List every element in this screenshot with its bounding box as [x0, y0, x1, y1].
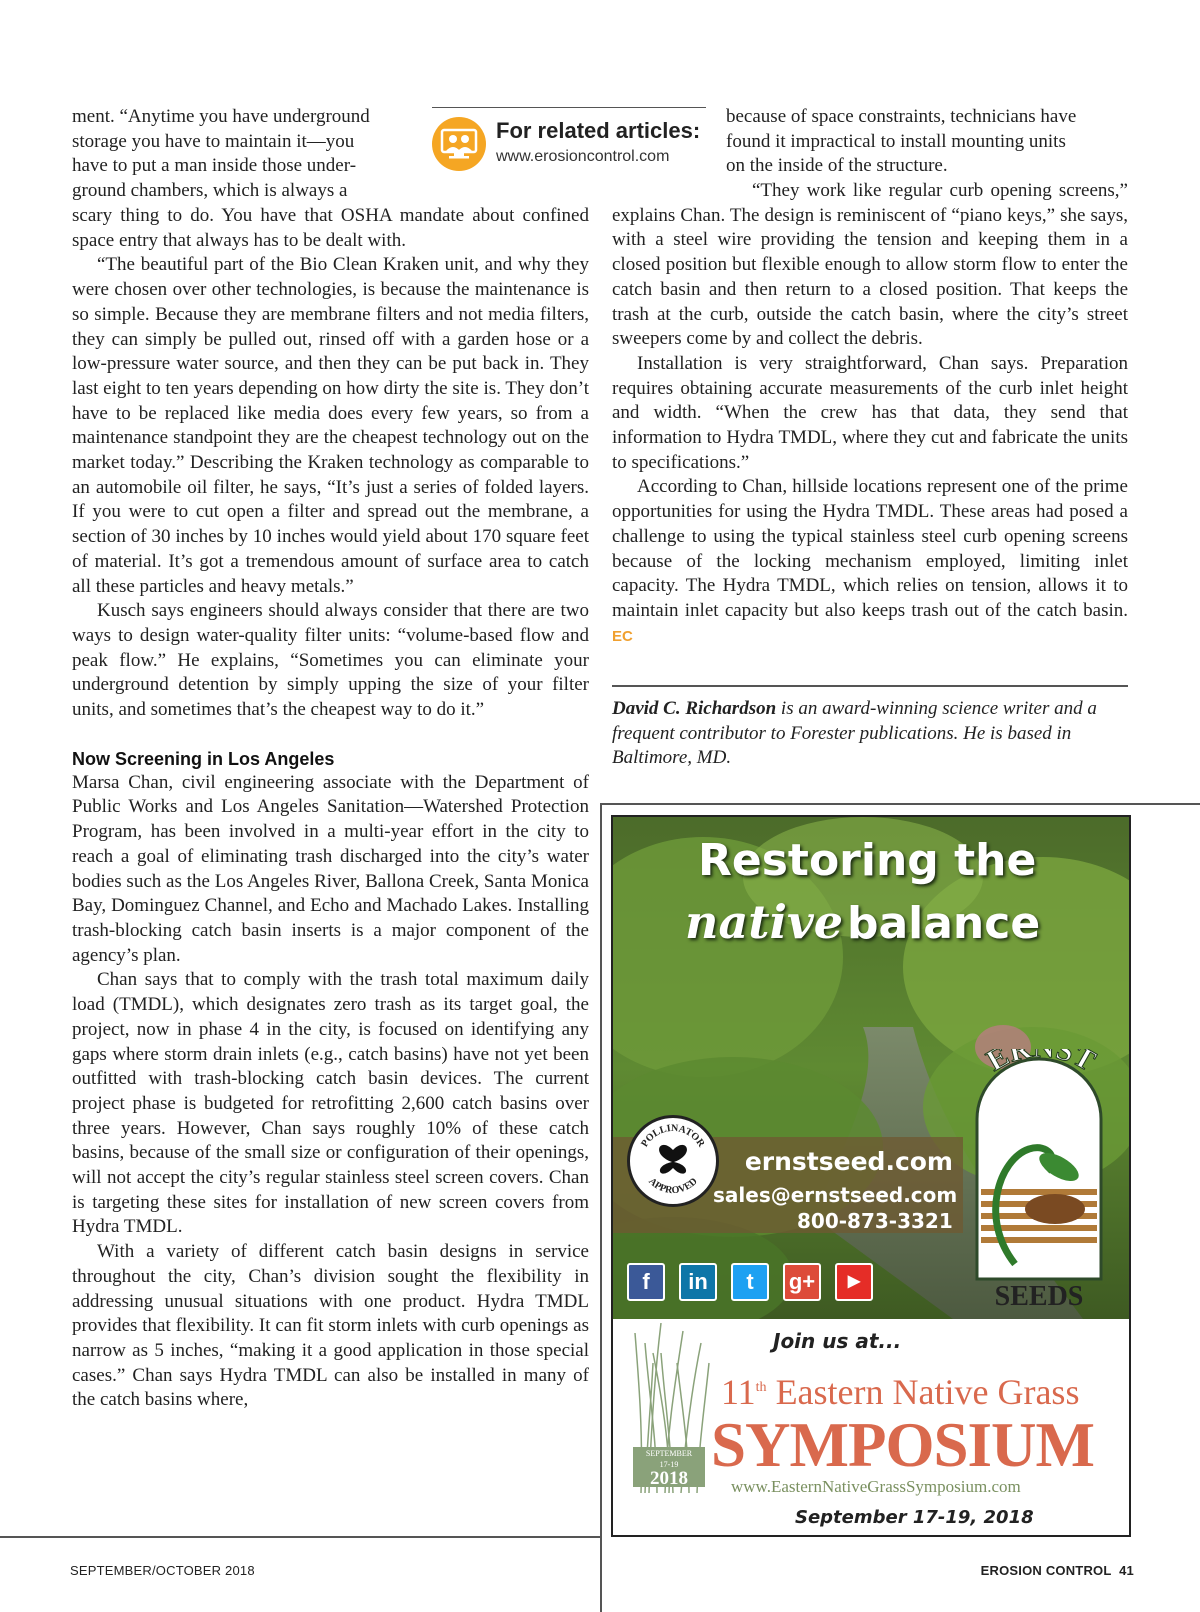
paragraph: Kusch says engineers should always consider that there are two ways to design water-quality filter units: “volume-based flow and peak flow.” He explains, “Sometimes you can eliminate your underground detention by simply upping the size of your filter units, and sometimes that’s the cheapest way to do it.”: [72, 600, 589, 721]
linkedin-icon[interactable]: in: [679, 1263, 717, 1301]
bio-divider: [612, 685, 1128, 687]
event-symposium: SYMPOSIUM: [711, 1410, 1094, 1480]
paragraph: “The beautiful part of the Bio Clean Kraken unit, and why they were chosen over other technologies, is because the maintenance is so simple. Because they are membrane filters and not media filters, they can simply be pulled out, rinsed off with a garden hose or a low-pressure water source, and then they can be put back in. They last eight to ten years depending on how dirty the site is. They don’t have to be replaced like media does every few years, so from a maintenance standpoint they are the cheapest technology out on the market today.” Describing the Kraken technology as comparable to an automobile oil filter, he says, “It’s just a series of folded layers. If you were to cut open a filter and spread out the membrane, a section of 30 inches by 10 inches would yield about 170 square feet of material. It’s got a tremendous amount of surface area to catch all these particles and heavy metals.”: [72, 254, 589, 597]
event-title: [721, 1371, 1079, 1413]
footer-rule: [0, 1536, 601, 1538]
logo-bottom-text: SEEDS: [994, 1281, 1084, 1312]
left-column: [72, 204, 589, 1413]
paragraph: Installation is very straightforward, Chan says. Preparation requires obtaining accurate measurements of the curb inlet height and width. “When the crew has that data, they send that information to Hydra TMDL, where they cut and fabricate the units to specifications.”: [612, 352, 1128, 473]
text-line: have to put a man inside those under-: [72, 155, 357, 177]
text-line: on the inside of the structure.: [726, 155, 948, 177]
footer-magazine: [981, 1563, 1134, 1578]
date-badge: [633, 1447, 705, 1487]
google-plus-icon[interactable]: g+: [783, 1263, 821, 1301]
paragraph: Marsa Chan, civil engineering associate with the Department of Public Works and Los Angeles Sanitation—Watershed Protection Program, has been involved in a multi-year effort in the city to reach a goal of eliminating trash discharged into the city’s water bodies such as the Los Angeles River, Ballona Creek, Santa Monica Bay, Dominguez Channel, and Echo and Machado Lakes. Installing trash-blocking catch basin inserts is a major component of the agency’s plan.: [72, 771, 589, 966]
ad-headline-2: [685, 895, 1040, 949]
pollinator-bottom-text: APPROVED: [646, 1175, 700, 1197]
ad-headline: Restoring the: [698, 835, 1037, 886]
ad-photo: [613, 817, 1129, 1319]
pollinator-badge: [627, 1115, 719, 1207]
paragraph: [612, 475, 1128, 649]
butterfly-icon: [630, 1118, 716, 1204]
ad-frame-left: [600, 803, 602, 1612]
related-label: For related articles:: [496, 118, 701, 143]
paragraph: Chan says that to comply with the trash total maximum daily load (TMDL), which designates zero trash as its target goal, the project, now in phase 4 in the city, is focused on identifying any gaps where storm drain inlets (e.g., catch basins) have not yet been outfitted with trash-blocking catch basin devices. The current project phase is budgeted for retrofitting 2,600 catch basins over three years. However, Chan says roughly 10% of these catch basins, because of the small size or configuration of their openings, will not accept the city’s regular stainless steel screen covers. Chan is targeting these sites for installation of new screen covers from Hydra TMDL.: [72, 969, 589, 1238]
ad-headline-balance: balance: [846, 898, 1041, 949]
footer-issue-date: SEPTEMBER/OCTOBER 2018: [70, 1563, 255, 1578]
left-column-top: [72, 105, 417, 204]
symposium-section: [613, 1319, 1129, 1535]
paragraph-text: According to Chan, hillside locations represent one of the prime opportunities for using the Hydra TMDL. These areas had posed a challenge to using the typical stainless steel curb opening screens because of the locking mechanism employed, limiting inlet capacity. The Hydra TMDL, which relies on tension, allows it to maintain inlet capacity but also keeps trash out of the catch basin.: [612, 476, 1128, 621]
people-screen-icon: [432, 117, 486, 171]
event-ordinal-suffix: th: [755, 1380, 767, 1395]
badge-days: 17-19: [659, 1460, 679, 1469]
paragraph: “They work like regular curb opening screens,” explains Chan. The design is reminiscent of “piano keys,” she says, with a steel wire providing the tension and keeping them in a closed position but flexible enough to allow storm flow to enter the catch basin and then return to a closed position. That keeps the trash at the curb, outside the catch basin, where the city’s street sweepers come by and collect the debris.: [612, 180, 1128, 350]
author-name: David C. Richardson: [612, 698, 777, 719]
paragraph: scary thing to do. You have that OSHA mandate about confined space entry that always has to be dealt with.: [72, 205, 589, 251]
youtube-icon[interactable]: ▶: [835, 1263, 873, 1301]
ernst-seeds-logo: [959, 1049, 1119, 1313]
join-us-text: Join us at...: [773, 1329, 902, 1353]
event-url[interactable]: www.EasternNativeGrassSymposium.com: [731, 1477, 1021, 1496]
text-line: found it impractical to install mounting units: [726, 130, 1066, 152]
text-line: ment. “Anytime you have underground: [72, 106, 370, 127]
ad-frame-top: [600, 803, 1200, 805]
author-bio: [612, 697, 1128, 771]
page-number: 41: [1119, 1563, 1134, 1578]
ad-headline-native: native: [685, 895, 843, 949]
text-line: ground chambers, which is always a: [72, 180, 348, 202]
event-ordinal: 11: [721, 1372, 756, 1412]
section-heading: Now Screening in Los Angeles: [72, 748, 335, 769]
badge-year: 2018: [650, 1468, 688, 1489]
badge-month: SEPTEMBER: [645, 1449, 693, 1458]
ad-website[interactable]: ernstseed.com: [744, 1147, 953, 1176]
svg-text:APPROVED: [646, 1176, 699, 1196]
paragraph: With a variety of different catch basin designs in service throughout the city, Chan’s division sought the flexibility in addressing unusual situations with one product. Hydra TMDL provides that flexibility. It can fit storm inlets with curb openings as narrow as 5 inches, “making it a good application in those special cases.” Chan says Hydra TMDL can also be installed in many of the catch basins where,: [72, 1241, 589, 1411]
bio-text: is an award-winning science writer and a frequent contributor to Forester publications. He is based in Baltimore, MD.: [612, 698, 1097, 769]
right-column: [612, 179, 1128, 649]
logo-top-text: ER ST: [981, 1049, 1101, 1078]
ad-phone: 800-873-3321: [797, 1209, 953, 1233]
related-link[interactable]: www.erosioncontrol.com: [496, 148, 670, 165]
text-line: storage you have to maintain it—you: [72, 130, 355, 152]
twitter-icon[interactable]: t: [731, 1263, 769, 1301]
ad-email[interactable]: sales@ernstseed.com: [713, 1183, 958, 1207]
svg-text:POLLINATOR: [639, 1123, 707, 1150]
event-name: Eastern Native Grass: [775, 1372, 1080, 1412]
facebook-icon[interactable]: f: [627, 1263, 665, 1301]
pollinator-top-text: POLLINATOR: [639, 1122, 707, 1150]
advertisement[interactable]: [611, 815, 1131, 1537]
related-articles-box[interactable]: [432, 107, 706, 178]
right-column-top: [726, 105, 1126, 179]
end-mark: EC: [612, 627, 633, 645]
event-dates: September 17-19, 2018: [795, 1507, 1034, 1528]
text-line: because of space constraints, technicians have: [726, 106, 1077, 127]
magazine-name: EROSION CONTROL: [980, 1563, 1112, 1578]
